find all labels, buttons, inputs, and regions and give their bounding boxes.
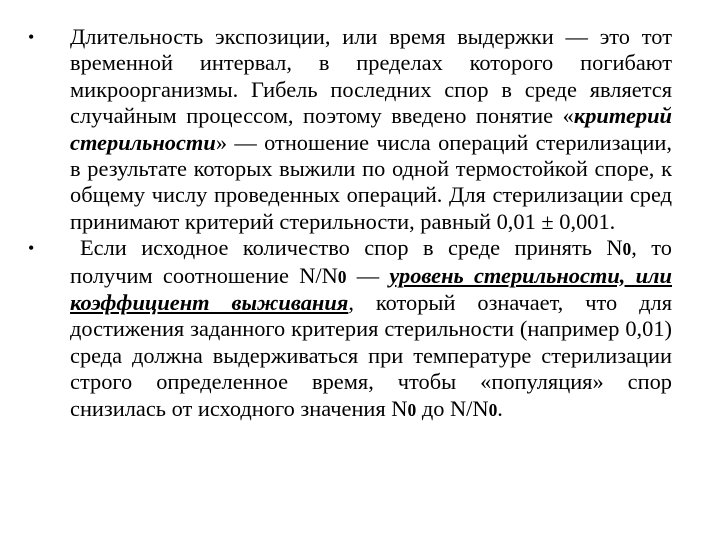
subscript-zero: 0 — [622, 239, 632, 260]
level-text-part-5: до N/N — [416, 395, 489, 421]
subscript-zero: 0 — [488, 399, 498, 420]
bullet-marker: • — [28, 238, 35, 259]
subscript-zero: 0 — [407, 399, 417, 420]
bullet-marker: • — [28, 27, 35, 47]
sterility-criterion-term: критерий стерильности — [70, 103, 672, 155]
level-text-part-3: — — [346, 262, 390, 288]
level-text-part-6: . — [497, 395, 503, 421]
level-text-part-2: , то получим соотношение N/N — [70, 235, 672, 288]
exposure-text-part-1: Длительность экспозиции, или время выдержки — это тот временной интервал, в пределах которого погибают микроорганизмы. Гибель последних спор в среде является случайным процессом, поэтому введено понятие « — [70, 24, 672, 129]
exposure-text-part-2: » — отношение числа операций стерилизации, в результате которых выжили по одной термостойкой споре, к общему числу проведенных операций. Для стерилизации сред принимают критерий стерильности, равный 0,01 ± 0,001. — [70, 129, 672, 234]
level-text-part-1: Если исходное количество спор в среде принять N — [80, 235, 623, 261]
bullet-item-exposure-duration — [28, 24, 672, 235]
bullet-list — [28, 24, 673, 423]
subscript-zero: 0 — [337, 266, 347, 287]
bullet-item-sterility-level — [28, 235, 673, 423]
sterility-level-term: уровень стерильности, или коэффициент выживания — [70, 262, 673, 316]
level-text-part-4: , который означает, что для достижения заданного критерия стерильности (например 0,01) среда должна выдерживаться при температуре стерилизации строго определенное время, чтобы «популяция» спор снизилась от исходного значения N — [70, 290, 672, 421]
